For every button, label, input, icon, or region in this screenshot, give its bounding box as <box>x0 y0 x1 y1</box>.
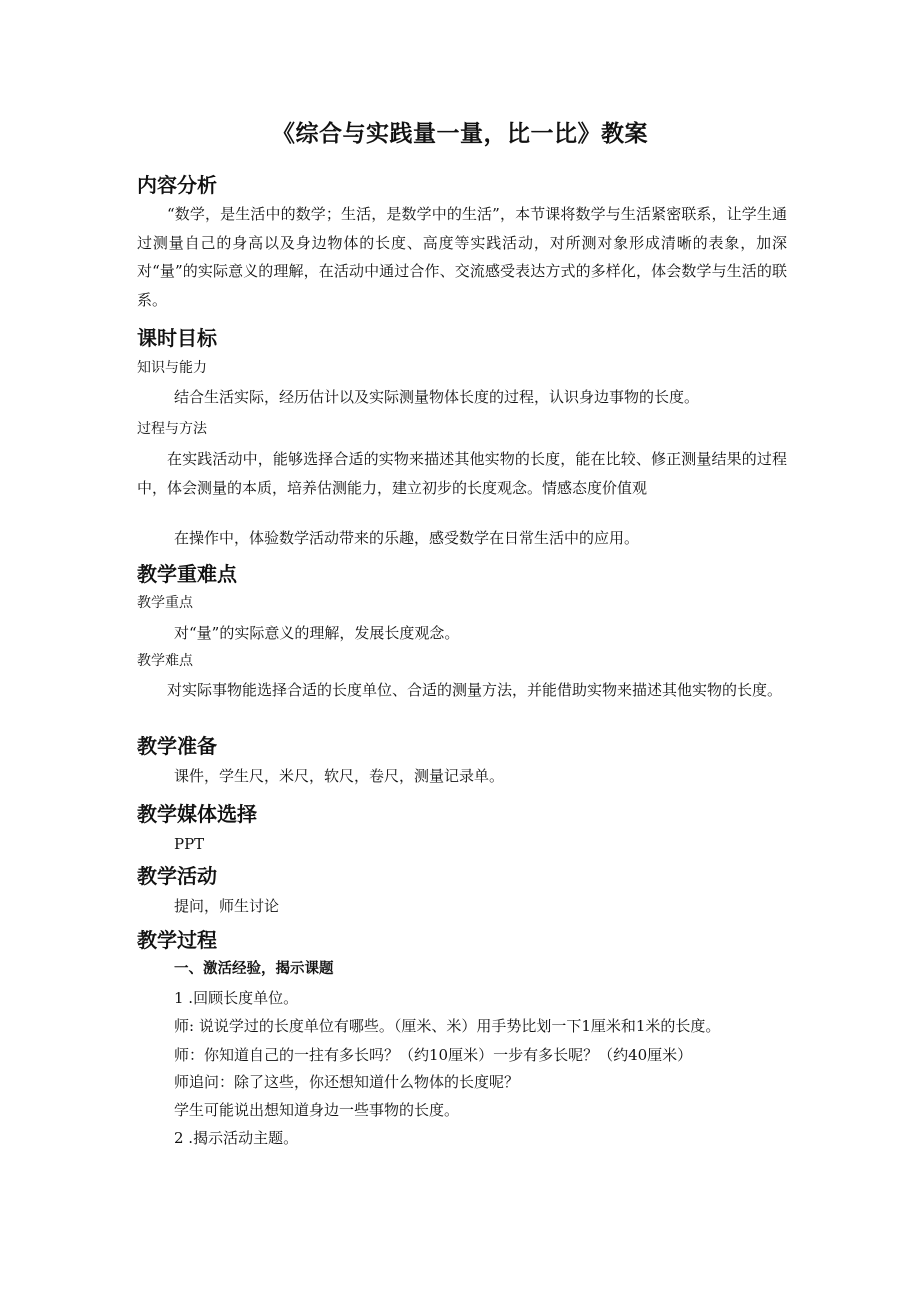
document-title: 《综合与实践量一量，比一比》教案 <box>272 121 648 147</box>
label-key-point: 教学重点 <box>137 595 193 611</box>
text-process-line-1: 师: 说说学过的长度单位有哪些。（厘米、米）用手势比划一下1厘米和1米的长度。 <box>174 1017 721 1035</box>
heading-process: 教学过程 <box>137 928 217 952</box>
text-key-point: 对“量”的实际意义的理解，发展长度观念。 <box>174 624 460 642</box>
text-attitude: 在操作中，体验数学活动带来的乐趣，感受数学在日常生活中的应用。 <box>174 529 640 547</box>
text-process-line-2: 师：你知道自己的一拄有多长吗？（约10厘米）一步有多长呢？（约40厘米） <box>174 1046 693 1064</box>
text-process-line-3: 师追问：除了这些，你还想知道什么物体的长度呢？ <box>174 1073 520 1091</box>
section-heading-1: 一、激活经验，揭示课题 <box>174 961 334 977</box>
label-difficult-point: 教学难点 <box>137 653 193 669</box>
text-preparation: 课件，学生尺，米尺，软尺，卷尺，测量记录单。 <box>174 767 505 785</box>
heading-activities: 教学活动 <box>137 864 217 888</box>
heading-media: 教学媒体选择 <box>137 802 257 826</box>
paragraph-difficult-point: 对实际事物能选择合适的长度单位、合适的测量方法，并能借助实物来描述其他实物的长度。 <box>167 681 783 699</box>
text-activities: 提问，师生讨论 <box>174 897 280 915</box>
list-item-1: 1 .回顾长度单位。 <box>174 989 299 1007</box>
paragraph-process-method: 在实践活动中，能够选择合适的实物来描述其他实物的长度，能在比较、修正测量结果的过程中，体会测量的本质，培养估测能力，建立初步的长度观念。情感态度价值观 <box>137 450 787 497</box>
text-media: PPT <box>174 835 205 853</box>
text-process-line-4: 学生可能说出想知道身边一些事物的长度。 <box>174 1101 460 1119</box>
text-knowledge-ability: 结合生活实际，经历估计以及实际测量物体长度的过程，认识身边事物的长度。 <box>174 388 700 406</box>
label-knowledge-ability: 知识与能力 <box>137 360 207 376</box>
heading-objectives: 课时目标 <box>137 326 217 350</box>
list-item-2: 2 .揭示活动主题。 <box>174 1129 299 1147</box>
paragraph-content-analysis: “数学，是生活中的数学；生活，是数学中的生活”，本节课将数学与生活紧密联系，让学生通过测量自己的身高以及身边物体的长度、高度等实践活动，对所测对象形成清晰的表象，加深对“量”的实际意义的理解，在活动中通过合作、交流感受表达方式的多样化，体会数学与生活的联系。 <box>137 205 787 310</box>
heading-key-points: 教学重难点 <box>137 562 237 586</box>
heading-preparation: 教学准备 <box>137 734 217 758</box>
heading-content-analysis: 内容分析 <box>137 173 217 197</box>
label-process-method: 过程与方法 <box>137 421 207 437</box>
